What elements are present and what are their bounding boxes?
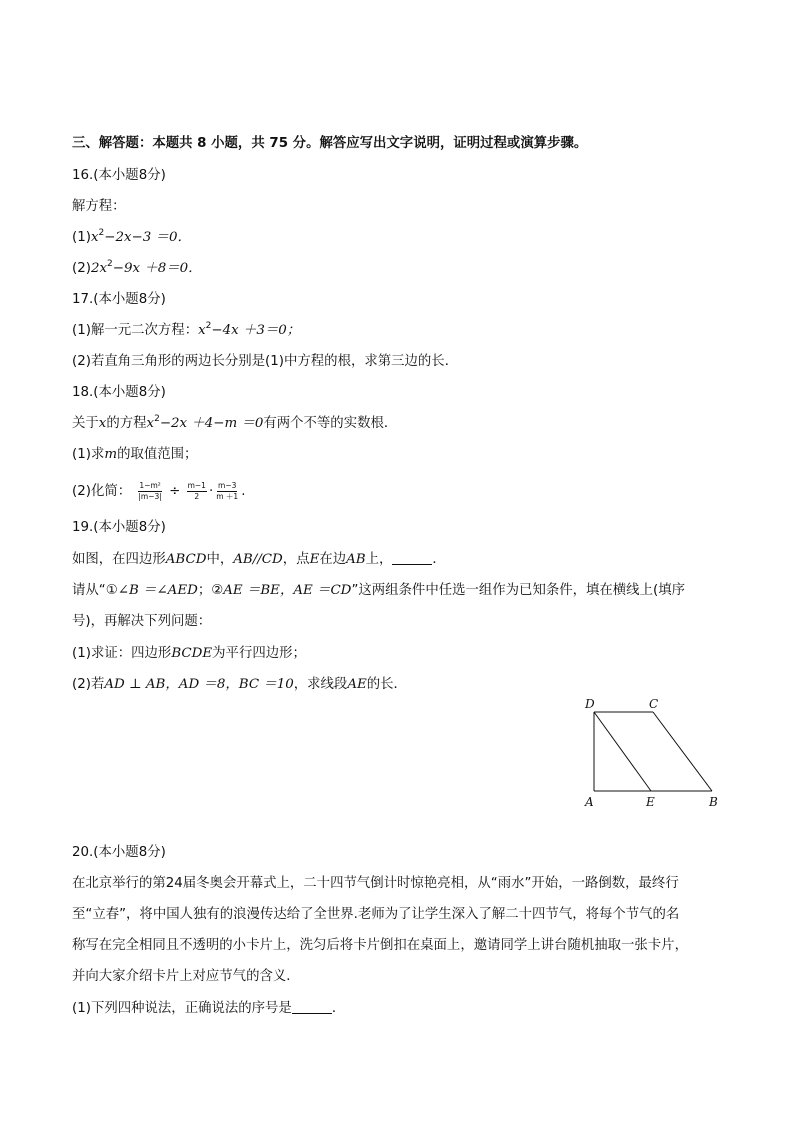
quadrilateral-figure [580, 695, 730, 810]
q20-line3: 称写在完全相同且不透明的小卡片上，洗匀后将卡片倒扣在桌面上，邀请同学上讲台随机抽取一张卡片， [72, 938, 688, 953]
q20-header: 20.(本小题8分) [72, 845, 166, 860]
q17-part1: (1)解一元二次方程：$x^2-4x +3=0$； [72, 321, 301, 338]
q19-header: 19.(本小题8分) [72, 520, 166, 535]
q19-part1: (1)求证：四边形BCDE为平行四边形； [72, 646, 306, 661]
q18-part2: (2)化简： $\frac{\text{1−m²}}{|m-3|}$ ÷ $\frac{m-1}{2}$ · $\frac{m-3}{m +1}$ . [72, 480, 246, 501]
q16-part1: $(1)x^2-2x-3 =0$． [72, 228, 191, 245]
q16-header: 16.(本小题8分) [72, 168, 166, 183]
label-c: C [649, 697, 659, 711]
q17-header: 17.(本小题8分) [72, 292, 166, 307]
q16-part2: $(2)2x^2-9x +8=0$． [72, 259, 202, 276]
answer-blank [292, 1001, 332, 1014]
q20-line1: 在北京举行的第24届冬奥会开幕式上，二十四节气倒计时惊艳亮相，从“雨水”开始，一路倒数，最终行 [72, 876, 679, 891]
label-d: D [585, 697, 595, 711]
segment-de [594, 712, 651, 791]
answer-blank [392, 552, 432, 565]
section-heading: 三、解答题：本题共 8 小题，共 75 分。解答应写出文字说明，证明过程或演算步骤。 [72, 136, 588, 151]
q18-part1: (1)求m的取值范围； [72, 447, 198, 462]
fraction-2: $\frac{m-1}{2}$ [187, 480, 206, 501]
q19-line2: 请从“①∠B ＝∠AED；②AE ＝BE，AE ＝CD”这两组条件中任选一组作为已知条件，填在横线上(填序 [72, 583, 685, 598]
label-a: A [585, 795, 594, 809]
fraction-1: $\frac{\text{1−m²}}{|m-3|}$ [138, 480, 162, 501]
q18-header: 18.(本小题8分) [72, 385, 166, 400]
fraction-3: $\frac{m-3}{m +1}$ [216, 480, 239, 501]
q20-line2: 至“立春”，将中国人独有的浪漫传达给了全世界.老师为了让学生深入了解二十四节气，将每个节气的名 [72, 907, 680, 922]
q20-part1: (1)下列四种说法，正确说法的序号是 ． [72, 1001, 346, 1016]
q19-line1: 如图，在四边形ABCD中，AB//CD，点E在边AB上， ． [72, 552, 446, 567]
q16-intro: 解方程： [72, 199, 126, 214]
q18-stem: 关于x的方程$x^2-2x +4-m =0$有两个不等的实数根． [72, 414, 398, 431]
label-e: E [646, 795, 655, 809]
q19-part2: (2)若AD ⊥ AB，AD ＝8，BC ＝10，求线段AE的长． [72, 677, 407, 692]
q17-part2: (2)若直角三角形的两边长分别是(1)中方程的根，求第三边的长． [72, 354, 459, 369]
side-cb [653, 712, 712, 791]
q20-line4: 并向大家介绍卡片上对应节气的含义． [72, 969, 300, 984]
label-b: B [709, 795, 718, 809]
q19-line3: 号)，再解决下列问题： [72, 614, 212, 629]
